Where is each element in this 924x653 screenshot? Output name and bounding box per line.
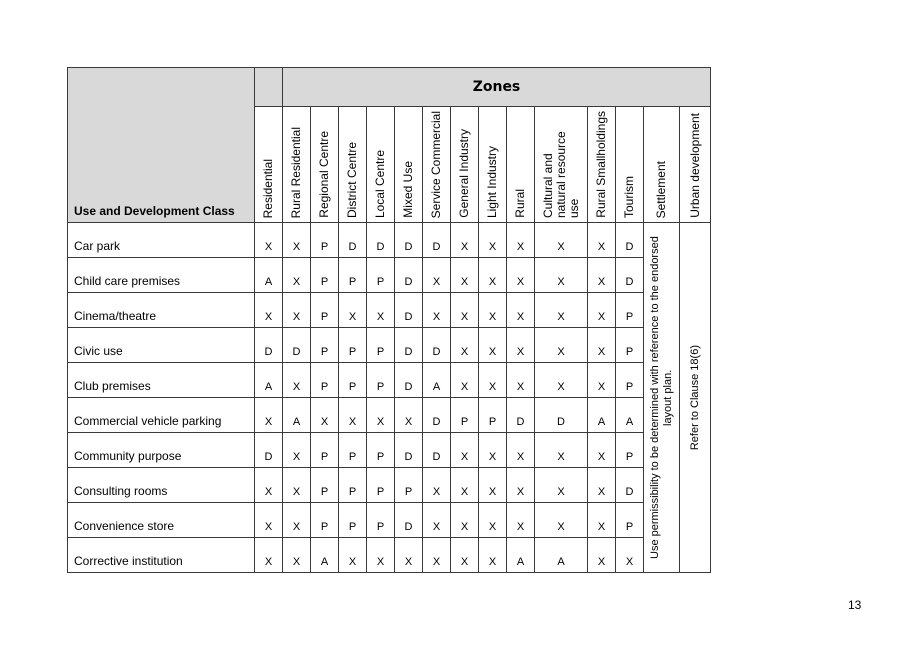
table-row [68,468,711,503]
permissibility-cell: X [535,328,588,363]
permissibility-cell: X [423,258,451,293]
permissibility-cell: P [311,433,339,468]
permissibility-cell: P [367,258,395,293]
settlement-note: Use permissibility to be determined with reference to the endorsed layout plan. [644,223,680,573]
permissibility-cell: X [479,363,507,398]
permissibility-cell: D [423,328,451,363]
table-row [68,363,711,398]
permissibility-cell: X [339,538,367,573]
zone-header-district-centre: District Centre [339,107,367,223]
zones-title: Zones [283,68,711,107]
table-row [68,503,711,538]
permissibility-cell: D [395,293,423,328]
permissibility-cell: X [255,538,283,573]
permissibility-cell: D [395,363,423,398]
zone-header-tourism: Tourism [616,107,644,223]
permissibility-cell: X [479,538,507,573]
header-spacer [255,68,283,107]
permissibility-cell: X [283,293,311,328]
use-class-label: Commercial vehicle parking [68,398,255,433]
permissibility-cell: X [588,433,616,468]
use-class-label: Car park [68,223,255,258]
permissibility-cell: D [423,398,451,433]
permissibility-cell: X [535,363,588,398]
zone-header-rural: Rural [507,107,535,223]
permissibility-cell: D [395,503,423,538]
permissibility-cell: X [283,468,311,503]
permissibility-cell: X [479,223,507,258]
permissibility-cell: P [479,398,507,433]
permissibility-cell: X [395,398,423,433]
permissibility-cell: P [367,503,395,538]
permissibility-cell: X [507,258,535,293]
permissibility-cell: X [283,538,311,573]
permissibility-cell: P [311,363,339,398]
permissibility-cell: X [255,468,283,503]
permissibility-cell: P [367,328,395,363]
permissibility-cell: A [283,398,311,433]
permissibility-cell: X [451,538,479,573]
permissibility-cell: D [395,328,423,363]
permissibility-cell: X [507,293,535,328]
permissibility-cell: X [588,223,616,258]
permissibility-cell: X [283,433,311,468]
permissibility-cell: D [616,258,644,293]
permissibility-cell: X [451,258,479,293]
permissibility-cell: X [479,433,507,468]
permissibility-cell: X [588,258,616,293]
permissibility-cell: X [423,538,451,573]
permissibility-cell: X [535,503,588,538]
permissibility-cell: X [479,328,507,363]
table-row [68,258,711,293]
permissibility-cell: X [451,468,479,503]
permissibility-cell: X [535,468,588,503]
permissibility-cell: X [588,538,616,573]
permissibility-cell: X [535,258,588,293]
permissibility-cell: P [339,503,367,538]
permissibility-cell: P [311,223,339,258]
permissibility-cell: X [451,363,479,398]
permissibility-cell: X [367,538,395,573]
permissibility-cell: X [535,223,588,258]
use-class-label: Club premises [68,363,255,398]
table-row [68,538,711,573]
permissibility-cell: D [423,433,451,468]
use-class-label: Consulting rooms [68,468,255,503]
permissibility-cell: P [311,258,339,293]
permissibility-cell: X [451,328,479,363]
permissibility-cell: X [507,223,535,258]
permissibility-cell: A [507,538,535,573]
page-number: 13 [848,598,862,612]
permissibility-cell: D [423,223,451,258]
zone-header-light-industry: Light Industry [479,107,507,223]
permissibility-cell: X [479,258,507,293]
permissibility-cell: D [616,223,644,258]
zone-header-residential: Residential [255,107,283,223]
permissibility-cell: P [311,328,339,363]
permissibility-cell: X [283,223,311,258]
permissibility-cell: X [283,363,311,398]
permissibility-cell: X [507,468,535,503]
table-row [68,223,711,258]
use-class-label: Child care premises [68,258,255,293]
permissibility-cell: X [255,398,283,433]
permissibility-cell: X [507,328,535,363]
permissibility-cell: X [479,293,507,328]
permissibility-cell: X [451,433,479,468]
permissibility-cell: D [395,433,423,468]
permissibility-cell: P [311,503,339,538]
use-class-label: Corrective institution [68,538,255,573]
zone-header-mixed-use: Mixed Use [395,107,423,223]
permissibility-cell: D [395,258,423,293]
permissibility-cell: X [588,503,616,538]
zone-header-rural-residential: Rural Residential [283,107,311,223]
permissibility-cell: X [507,503,535,538]
permissibility-cell: A [535,538,588,573]
permissibility-cell: X [535,433,588,468]
permissibility-cell: P [339,468,367,503]
permissibility-cell: X [588,293,616,328]
permissibility-cell: D [255,433,283,468]
zone-header-cultural-and-natural-resource-use: Cultural and natural resource use [535,107,588,223]
permissibility-cell: P [311,468,339,503]
permissibility-cell: P [367,468,395,503]
permissibility-cell: X [339,293,367,328]
permissibility-cell: A [616,398,644,433]
use-class-label: Community purpose [68,433,255,468]
permissibility-cell: X [311,398,339,433]
permissibility-cell: X [395,538,423,573]
table-row [68,328,711,363]
permissibility-cell: X [479,468,507,503]
permissibility-cell: P [367,433,395,468]
permissibility-cell: X [451,223,479,258]
permissibility-cell: X [451,293,479,328]
permissibility-cell: P [367,363,395,398]
permissibility-cell: A [311,538,339,573]
permissibility-cell: P [339,363,367,398]
permissibility-cell: X [367,398,395,433]
permissibility-cell: X [588,468,616,503]
zone-header-service-commercial: Service Commercial [423,107,451,223]
permissibility-cell: X [255,293,283,328]
permissibility-cell: P [451,398,479,433]
permissibility-cell: D [535,398,588,433]
permissibility-cell: X [479,503,507,538]
permissibility-cell: D [395,223,423,258]
use-class-label: Civic use [68,328,255,363]
zone-header-urban-development: Urban development [680,107,711,223]
permissibility-cell: X [367,293,395,328]
zone-header-local-centre: Local Centre [367,107,395,223]
permissibility-cell: X [423,468,451,503]
permissibility-cell: X [588,328,616,363]
permissibility-cell: D [367,223,395,258]
zone-header-regional-centre: Regional Centre [311,107,339,223]
permissibility-cell: X [423,503,451,538]
permissibility-cell: A [588,398,616,433]
permissibility-cell: P [395,468,423,503]
permissibility-cell: X [283,258,311,293]
table-row [68,398,711,433]
use-class-label: Cinema/theatre [68,293,255,328]
permissibility-cell: P [616,503,644,538]
permissibility-cell: P [616,363,644,398]
permissibility-cell: P [616,293,644,328]
permissibility-cell: P [339,258,367,293]
permissibility-cell: P [616,328,644,363]
permissibility-cell: X [451,503,479,538]
permissibility-cell: P [616,433,644,468]
permissibility-cell: D [507,398,535,433]
use-class-label: Convenience store [68,503,255,538]
permissibility-cell: A [423,363,451,398]
permissibility-cell: A [255,363,283,398]
row-header: Use and Development Class [68,68,255,223]
permissibility-cell: A [255,258,283,293]
permissibility-cell: X [507,433,535,468]
permissibility-cell: D [283,328,311,363]
permissibility-cell: X [423,293,451,328]
urban-development-note: Refer to Clause 18(6) [680,223,711,573]
permissibility-cell: P [339,433,367,468]
zone-header-rural-smallholdings: Rural Smallholdings [588,107,616,223]
table-row [68,433,711,468]
zone-header-general-industry: General Industry [451,107,479,223]
table-row [68,293,711,328]
permissibility-cell: P [339,328,367,363]
zoning-table [67,67,711,573]
permissibility-cell: P [311,293,339,328]
permissibility-cell: X [616,538,644,573]
zone-header-settlement: Settlement [644,107,680,223]
permissibility-cell: X [283,503,311,538]
permissibility-cell: X [535,293,588,328]
permissibility-cell: X [588,363,616,398]
permissibility-cell: X [255,503,283,538]
permissibility-cell: D [339,223,367,258]
permissibility-cell: X [255,223,283,258]
permissibility-cell: D [255,328,283,363]
permissibility-cell: X [339,398,367,433]
permissibility-cell: X [507,363,535,398]
permissibility-cell: D [616,468,644,503]
